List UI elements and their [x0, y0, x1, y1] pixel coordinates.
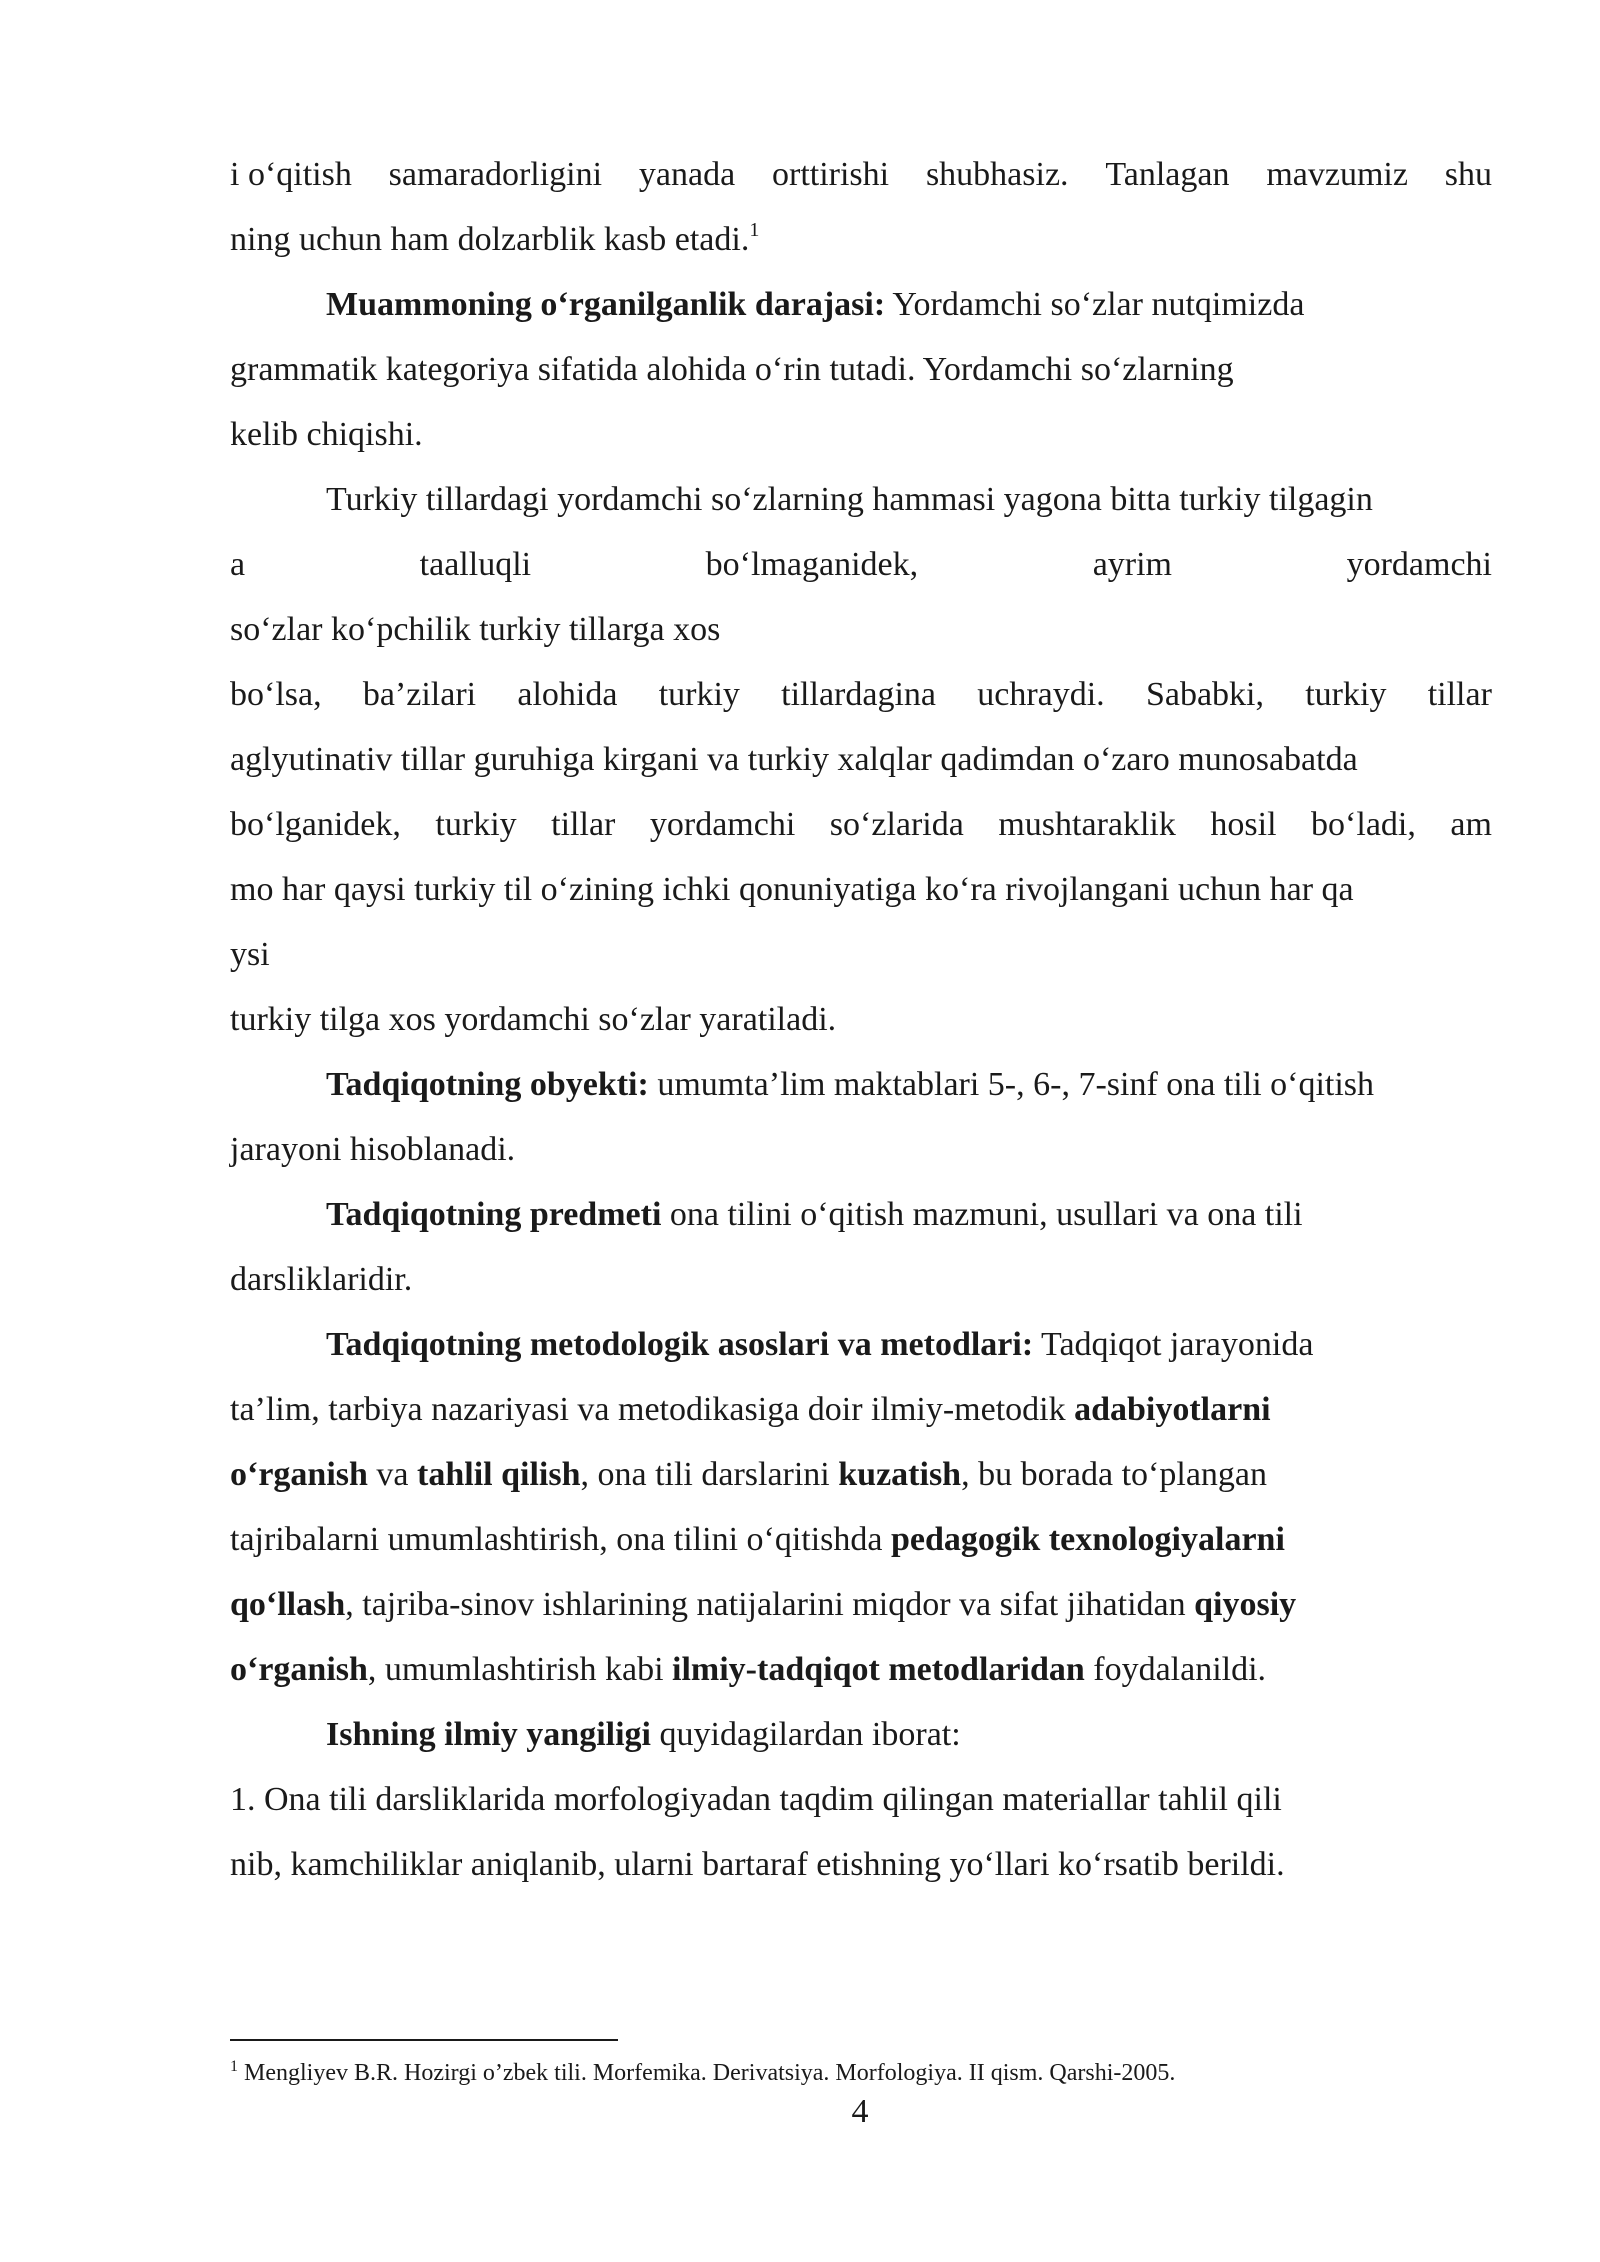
paragraph-line-16: jarayoni hisoblanadi.: [230, 1131, 516, 1168]
word: yordamchi: [649, 806, 796, 843]
footnote: [230, 2058, 1175, 2088]
word: taalluqli: [419, 546, 532, 583]
paragraph-line-1: [230, 155, 1492, 195]
line-text: , umumlashtirish kabi: [367, 1651, 673, 1688]
bold-term: o‘rganish: [230, 1651, 368, 1688]
word: Tanlagan: [1105, 156, 1230, 193]
paragraph-line-4: grammatik kategoriya sifatida alohida o‘rin tutadi. Yordamchi so‘zlarning: [230, 351, 1234, 388]
word: tillar: [1427, 676, 1492, 713]
line-text: va: [367, 1456, 418, 1493]
word: tillar: [551, 806, 616, 843]
word: so‘zlarida: [829, 806, 964, 843]
paragraph-line-9: [230, 675, 1492, 715]
bold-term: o‘rganish: [230, 1456, 368, 1493]
word: hosil: [1210, 806, 1277, 843]
paragraph-line-26: 1. Ona tili darsliklarida morfologiyadan taqdim qilingan materiallar tahlil qili: [230, 1781, 1282, 1818]
word: bo‘lganidek,: [230, 806, 401, 843]
footnote-mark: 1: [230, 2058, 238, 2075]
line-text: Yordamchi so‘zlar nutqimizda: [885, 286, 1305, 323]
word: samaradorligini: [388, 156, 603, 193]
bold-term: kuzatish: [838, 1456, 962, 1493]
section-heading-research-subject: Tadqiqotning predmeti: [326, 1196, 662, 1233]
bold-term: qiyosiy: [1194, 1586, 1297, 1623]
line-text: Tadqiqot jarayonida: [1033, 1326, 1314, 1363]
word: mavzumiz: [1266, 156, 1408, 193]
section-heading-research-object: Tadqiqotning obyekti:: [326, 1066, 649, 1103]
line-text: ona tilini o‘qitish mazmuni, usullari va ona tili: [661, 1196, 1303, 1233]
paragraph-line-5: kelib chiqishi.: [230, 416, 423, 453]
word: shubhasiz.: [925, 156, 1069, 193]
word: bo‘lsa,: [230, 676, 322, 713]
section-heading-study-level: Muammoning o‘rganilganlik darajasi:: [326, 286, 886, 323]
paragraph-line-17: [326, 1195, 1303, 1235]
word: turkiy: [435, 806, 517, 843]
paragraph-line-23: [230, 1585, 1296, 1625]
section-heading-methodology: Tadqiqotning metodologik asoslari va metodlari:: [326, 1326, 1034, 1363]
word: i o‘qitish: [230, 156, 352, 193]
paragraph-line-24: [230, 1650, 1266, 1690]
word: Sababki,: [1145, 676, 1264, 713]
line-text: , bu borada to‘plangan: [961, 1456, 1267, 1493]
word: tillardagina: [781, 676, 936, 713]
bold-term: qo‘llash: [230, 1586, 346, 1623]
line-text: quyidagilardan iborat:: [651, 1716, 961, 1753]
line-text: ta’lim, tarbiya nazariyasi va metodikasiga doir ilmiy-metodik: [230, 1391, 1075, 1428]
line-text: umumta’lim maktablari 5-, 6-, 7-sinf ona tili o‘qitish: [648, 1066, 1375, 1103]
section-heading-scientific-novelty: Ishning ilmiy yangiligi: [326, 1716, 651, 1753]
word: alohida: [517, 676, 618, 713]
word: mushtaraklik: [998, 806, 1176, 843]
bold-term: pedagogik texnologiyalarni: [891, 1521, 1285, 1558]
paragraph-line-7: [230, 545, 1492, 585]
line-text: , tajriba-sinov ishlarining natijalarini miqdor va sifat jihatidan: [345, 1586, 1195, 1623]
line-text: foydalanildi.: [1084, 1651, 1267, 1688]
word: yordamchi: [1346, 546, 1492, 583]
paragraph-line-3: [326, 285, 1304, 325]
word: ba’zilari: [362, 676, 477, 713]
paragraph-line-18: darsliklaridir.: [230, 1261, 413, 1298]
line-text: tajribalarni umumlashtirish, ona tilini o‘qitishda: [230, 1521, 892, 1558]
word: a: [230, 546, 246, 583]
paragraph-line-27: nib, kamchiliklar aniqlanib, ularni bartaraf etishning yo‘llari ko‘rsatib berildi.: [230, 1846, 1285, 1883]
paragraph-line-22: [230, 1520, 1285, 1560]
paragraph-line-12: mo har qaysi turkiy til o‘zining ichki qonuniyatiga ko‘ra rivojlangani uchun har qa: [230, 871, 1354, 908]
footnote-separator: [230, 2039, 618, 2041]
paragraph-line-6: Turkiy tillardagi yordamchi so‘zlarning hammasi yagona bitta turkiy tilgagin: [326, 481, 1373, 518]
word: ayrim: [1092, 546, 1172, 583]
word: bo‘ladi,: [1311, 806, 1416, 843]
paragraph-line-2: [230, 220, 759, 260]
word: orttirishi: [772, 156, 890, 193]
footnote-reference: 1: [749, 219, 760, 241]
word: uchraydi.: [977, 676, 1105, 713]
bold-term: tahlil qilish: [417, 1456, 581, 1493]
paragraph-line-25: [326, 1715, 961, 1755]
line-text: ning uchun ham dolzarblik kasb etadi.: [230, 221, 750, 258]
footnote-text: Mengliyev B.R. Hozirgi o’zbek tili. Morfemika. Derivatsiya. Morfologiya. II qism. Qarshi-2005.: [238, 2060, 1176, 2086]
word: turkiy: [658, 676, 740, 713]
word: turkiy: [1305, 676, 1387, 713]
word: am: [1450, 806, 1492, 843]
word: bo‘lmaganidek,: [705, 546, 919, 583]
word: yanada: [638, 156, 736, 193]
paragraph-line-15: [326, 1065, 1374, 1105]
paragraph-line-20: [230, 1390, 1271, 1430]
paragraph-line-21: [230, 1455, 1267, 1495]
paragraph-line-13: ysi: [230, 936, 270, 973]
bold-term: ilmiy-tadqiqot metodlaridan: [672, 1651, 1085, 1688]
paragraph-line-8: so‘zlar ko‘pchilik turkiy tillarga xos: [230, 611, 721, 648]
paragraph-line-14: turkiy tilga xos yordamchi so‘zlar yaratiladi.: [230, 1001, 837, 1038]
paragraph-line-19: [326, 1325, 1313, 1365]
bold-term: adabiyotlarni: [1074, 1391, 1271, 1428]
paragraph-line-11: [230, 805, 1492, 845]
word: shu: [1444, 156, 1492, 193]
paragraph-line-10: aglyutinativ tillar guruhiga kirgani va turkiy xalqlar qadimdan o‘zaro munosabatda: [230, 741, 1358, 778]
line-text: , ona tili darslarini: [580, 1456, 839, 1493]
page-number: 4: [851, 2093, 869, 2130]
